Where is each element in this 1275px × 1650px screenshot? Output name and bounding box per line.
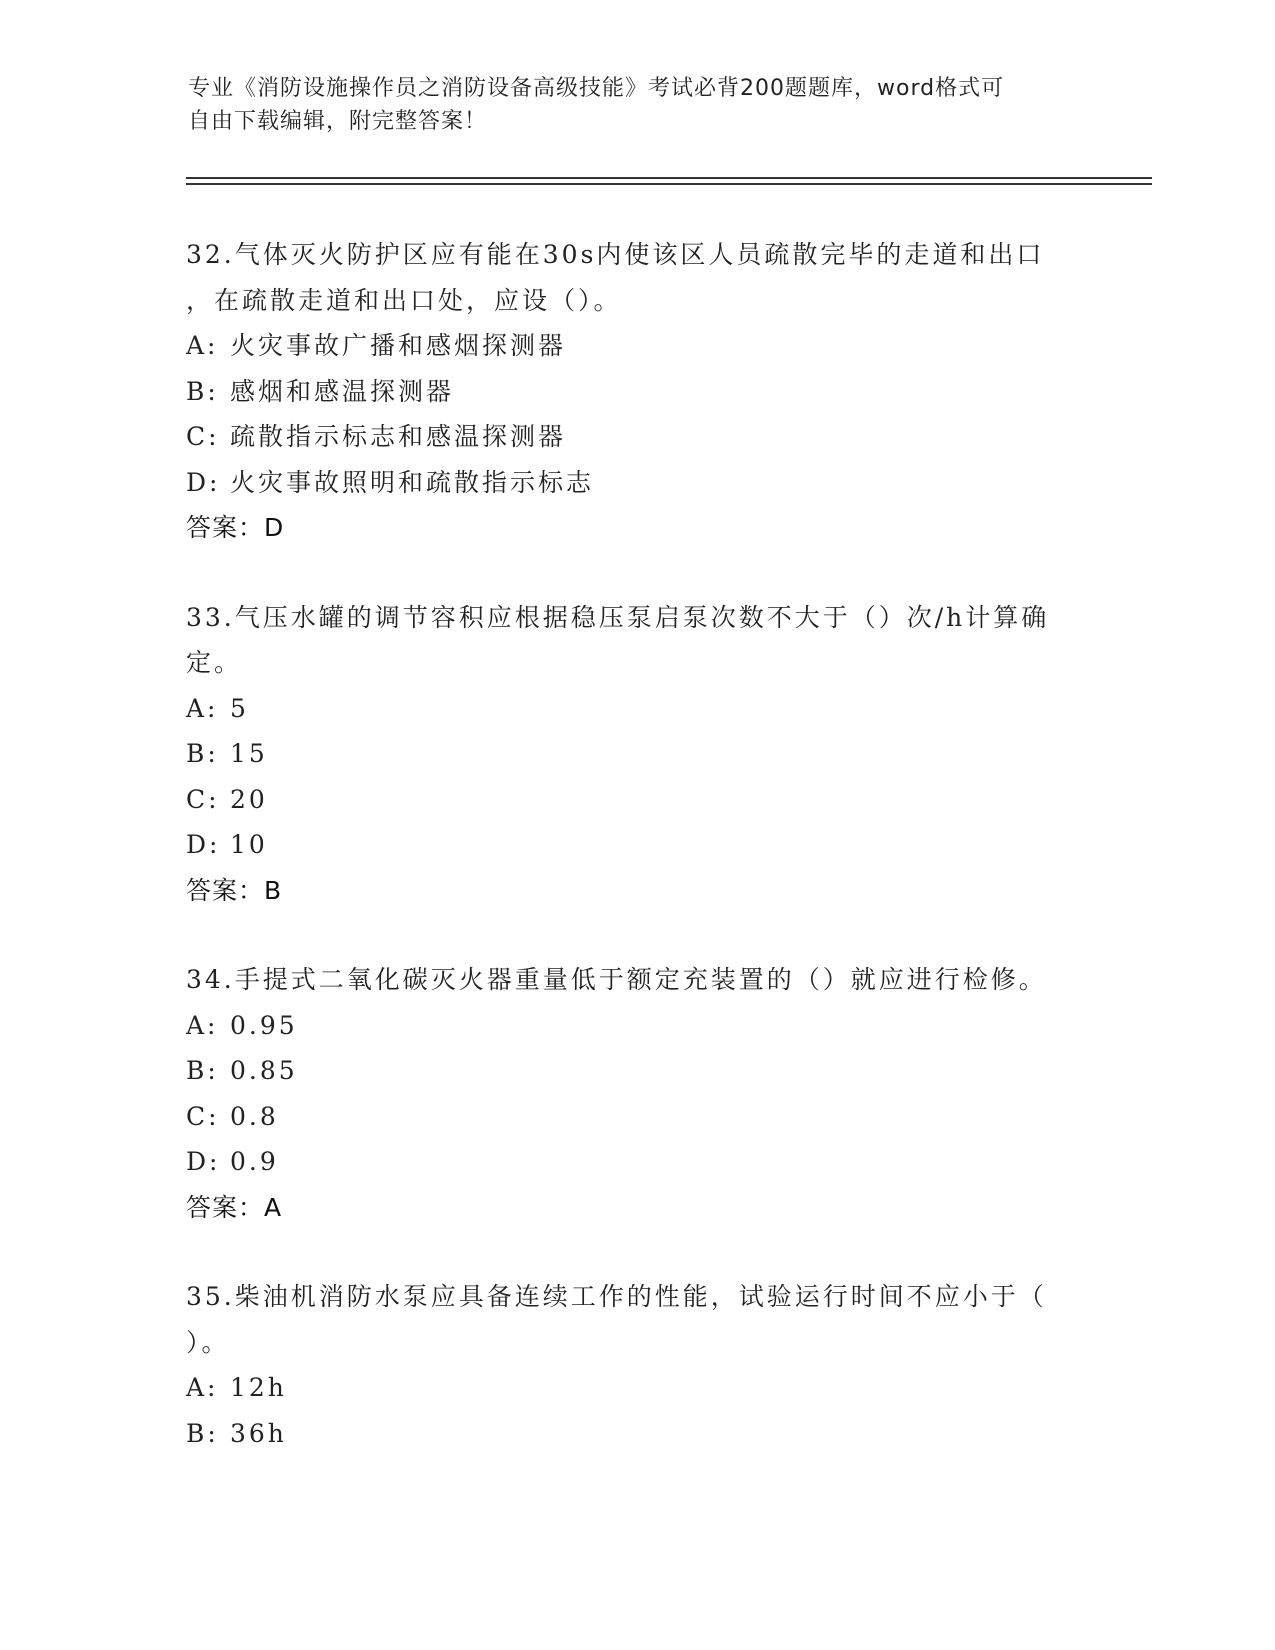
option-text: 0.85 (230, 1056, 298, 1085)
header-divider-bottom (186, 183, 1152, 185)
question-34 (186, 957, 1086, 1230)
question-stem (186, 957, 1086, 1003)
question-stem (186, 1274, 1086, 1365)
option-text: 0.8 (230, 1101, 279, 1131)
option-c (186, 777, 1086, 823)
option-key: B: (186, 1418, 219, 1448)
stem-line: 32.气体灭火防护区应有能在30s内使该区人员疏散完毕的走道和出口 (186, 240, 1045, 269)
option-key: A: (186, 1373, 219, 1402)
question-list (186, 232, 1086, 1500)
option-text: 36h (230, 1418, 287, 1448)
document-header (188, 72, 1088, 138)
stem-line: 33.气压水罐的调节容积应根据稳压泵启泵次数不大于（）次/h计算确 (186, 602, 1050, 632)
question-stem (186, 595, 1086, 686)
answer-line: 答案：D (186, 513, 285, 542)
option-text: 0.9 (230, 1147, 279, 1176)
option-a (186, 1003, 1086, 1049)
answer-line: 答案：B (186, 875, 283, 905)
question-33 (186, 595, 1086, 914)
header-line-1: 专业《消防设施操作员之消防设备高级技能》考试必背200题题库，word格式可 (188, 76, 1005, 101)
option-d (186, 460, 1086, 506)
option-text: 20 (230, 784, 268, 814)
option-text: 12h (230, 1373, 287, 1402)
option-c (186, 1094, 1086, 1140)
option-text: 疏散指示标志和感温探测器 (230, 422, 567, 451)
option-a (186, 323, 1086, 369)
option-a (186, 686, 1086, 732)
option-key: B: (186, 376, 219, 406)
option-c (186, 414, 1086, 460)
option-text: 火灾事故照明和疏散指示标志 (230, 467, 595, 497)
stem-line: 34.手提式二氧化碳灭火器重量低于额定充装置的（）就应进行检修。 (186, 965, 1047, 994)
option-key: A: (186, 693, 219, 723)
stem-line: ，在疏散走道和出口处，应设（）。 (186, 285, 622, 315)
option-b (186, 1048, 1086, 1094)
stem-line: ）。 (186, 1327, 230, 1357)
option-key: D: (186, 830, 221, 859)
option-key: D: (186, 1147, 221, 1176)
option-key: A: (186, 1010, 219, 1040)
stem-line: 定。 (186, 648, 243, 677)
option-b (186, 731, 1086, 777)
option-d (186, 1139, 1086, 1185)
option-text: 火灾事故广播和感烟探测器 (230, 331, 567, 360)
header-line-2: 自由下载编辑，附完整答案！ (188, 109, 488, 134)
option-key: B: (186, 739, 219, 768)
option-key: B: (186, 1056, 219, 1085)
option-key: A: (186, 331, 219, 360)
question-stem (186, 232, 1086, 323)
option-b (186, 1411, 1086, 1457)
option-text: 感烟和感温探测器 (230, 376, 455, 406)
option-b (186, 369, 1086, 415)
option-text: 0.95 (230, 1010, 298, 1040)
option-text: 5 (230, 693, 249, 723)
option-text: 15 (230, 739, 268, 768)
option-d (186, 822, 1086, 868)
option-key: D: (186, 467, 221, 497)
option-key: C: (186, 1101, 220, 1131)
question-32 (186, 232, 1086, 551)
option-text: 10 (230, 830, 268, 859)
option-key: C: (186, 422, 220, 451)
question-35 (186, 1274, 1086, 1456)
stem-line: 35.柴油机消防水泵应具备连续工作的性能，试验运行时间不应小于（ (186, 1282, 1047, 1311)
option-a (186, 1365, 1086, 1411)
answer-line: 答案：A (186, 1192, 283, 1222)
header-divider-top (186, 177, 1152, 179)
option-key: C: (186, 784, 220, 814)
